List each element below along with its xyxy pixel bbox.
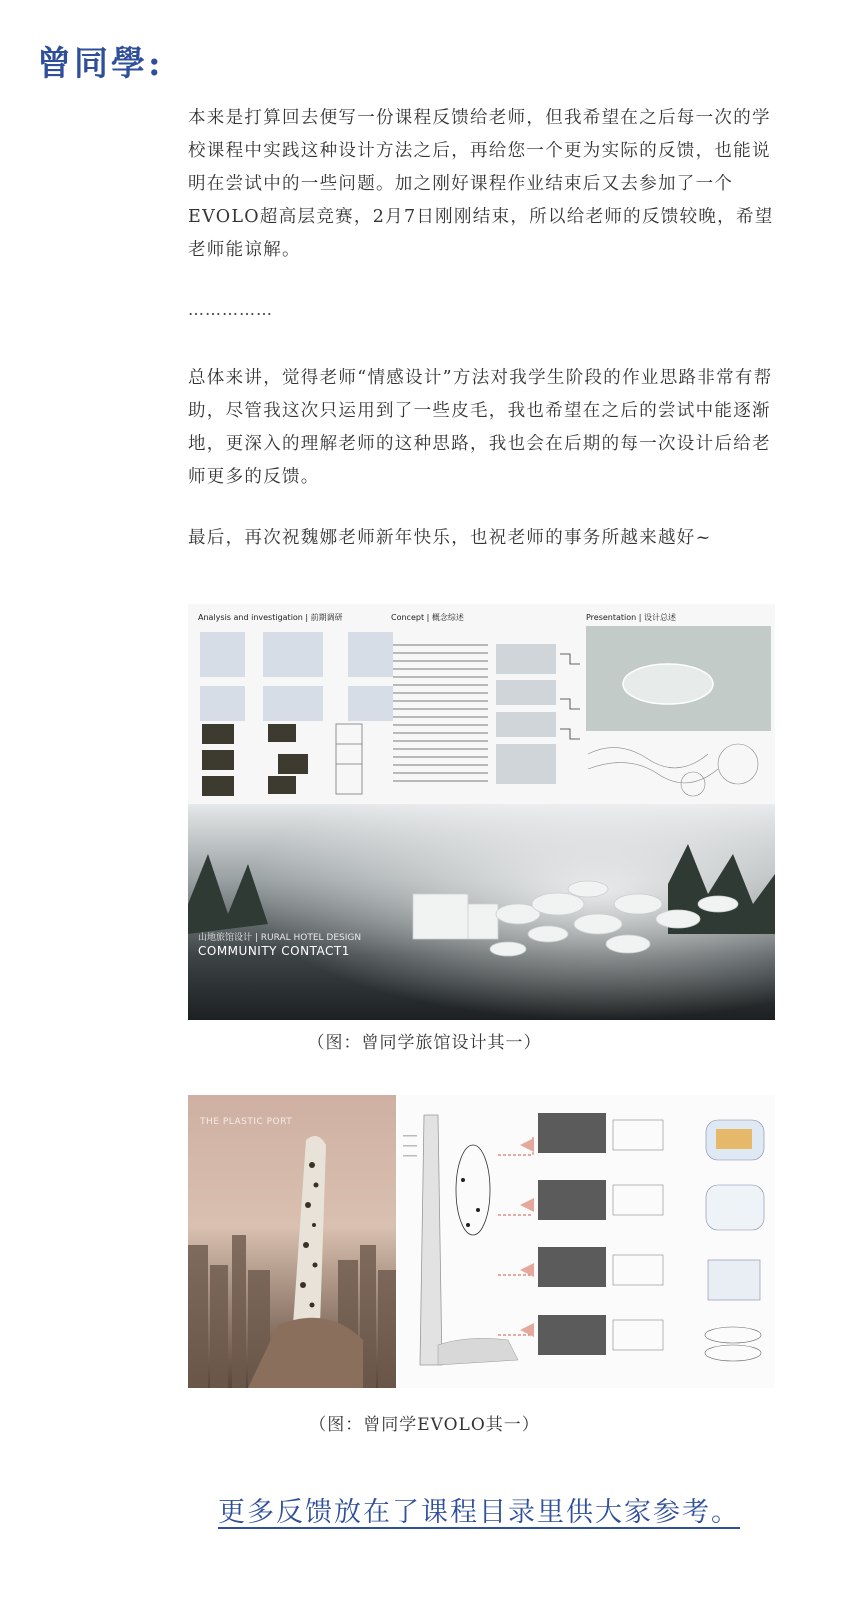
hotel-title-en: COMMUNITY CONTACT1 — [198, 944, 350, 958]
hotel-section-concept-label: Concept | 概念综述 — [391, 613, 464, 622]
paragraph-intro: 本来是打算回去便写一份课程反馈给老师，但我希望在之后每一次的学校课程中实践这种设计方法之后，再给您一个更为实际的反馈，也能说明在尝试中的一些问题。加之刚好课程作业结束后又去参加了一个EVOLO超高层竞赛，2月7日刚刚结束，所以给老师的反馈较晚，希望老师能谅解。 — [188, 108, 774, 260]
hotel-title-cn: 山地旅馆设计 | RURAL HOTEL DESIGN — [198, 933, 362, 943]
more-feedback-link[interactable]: 更多反馈放在了课程目录里供大家参考。 — [218, 1497, 740, 1528]
page-heading: 曾同學: — [37, 44, 164, 84]
evolo-analysis-board-image — [398, 1095, 775, 1388]
evolo-caption: （图：曾同学EVOLO其一） — [309, 1415, 540, 1435]
hotel-section-analysis-label: Analysis and investigation | 前期调研 — [198, 613, 343, 622]
ellipsis-divider: …………… — [188, 300, 273, 319]
hotel-caption: （图：曾同学旅馆设计其一） — [307, 1033, 542, 1053]
paragraph-closing: 最后，再次祝魏娜老师新年快乐，也祝老师的事务所越来越好~ — [188, 528, 712, 548]
hotel-design-board-image — [188, 604, 775, 1020]
hotel-section-presentation-label: Presentation | 设计总述 — [586, 613, 677, 622]
paragraph-summary: 总体来讲，觉得老师“情感设计”方法对我学生阶段的作业思路非常有帮助，尽管我这次只运用到了一些皮毛，我也希望在之后的尝试中能逐渐地，更深入的理解老师的这种思路，我也会在后期的每一次设计后给老师更多的反馈。 — [188, 368, 773, 487]
evolo-poster-title: THE PLASTIC PORT — [200, 1117, 293, 1127]
evolo-poster-image — [188, 1095, 396, 1388]
